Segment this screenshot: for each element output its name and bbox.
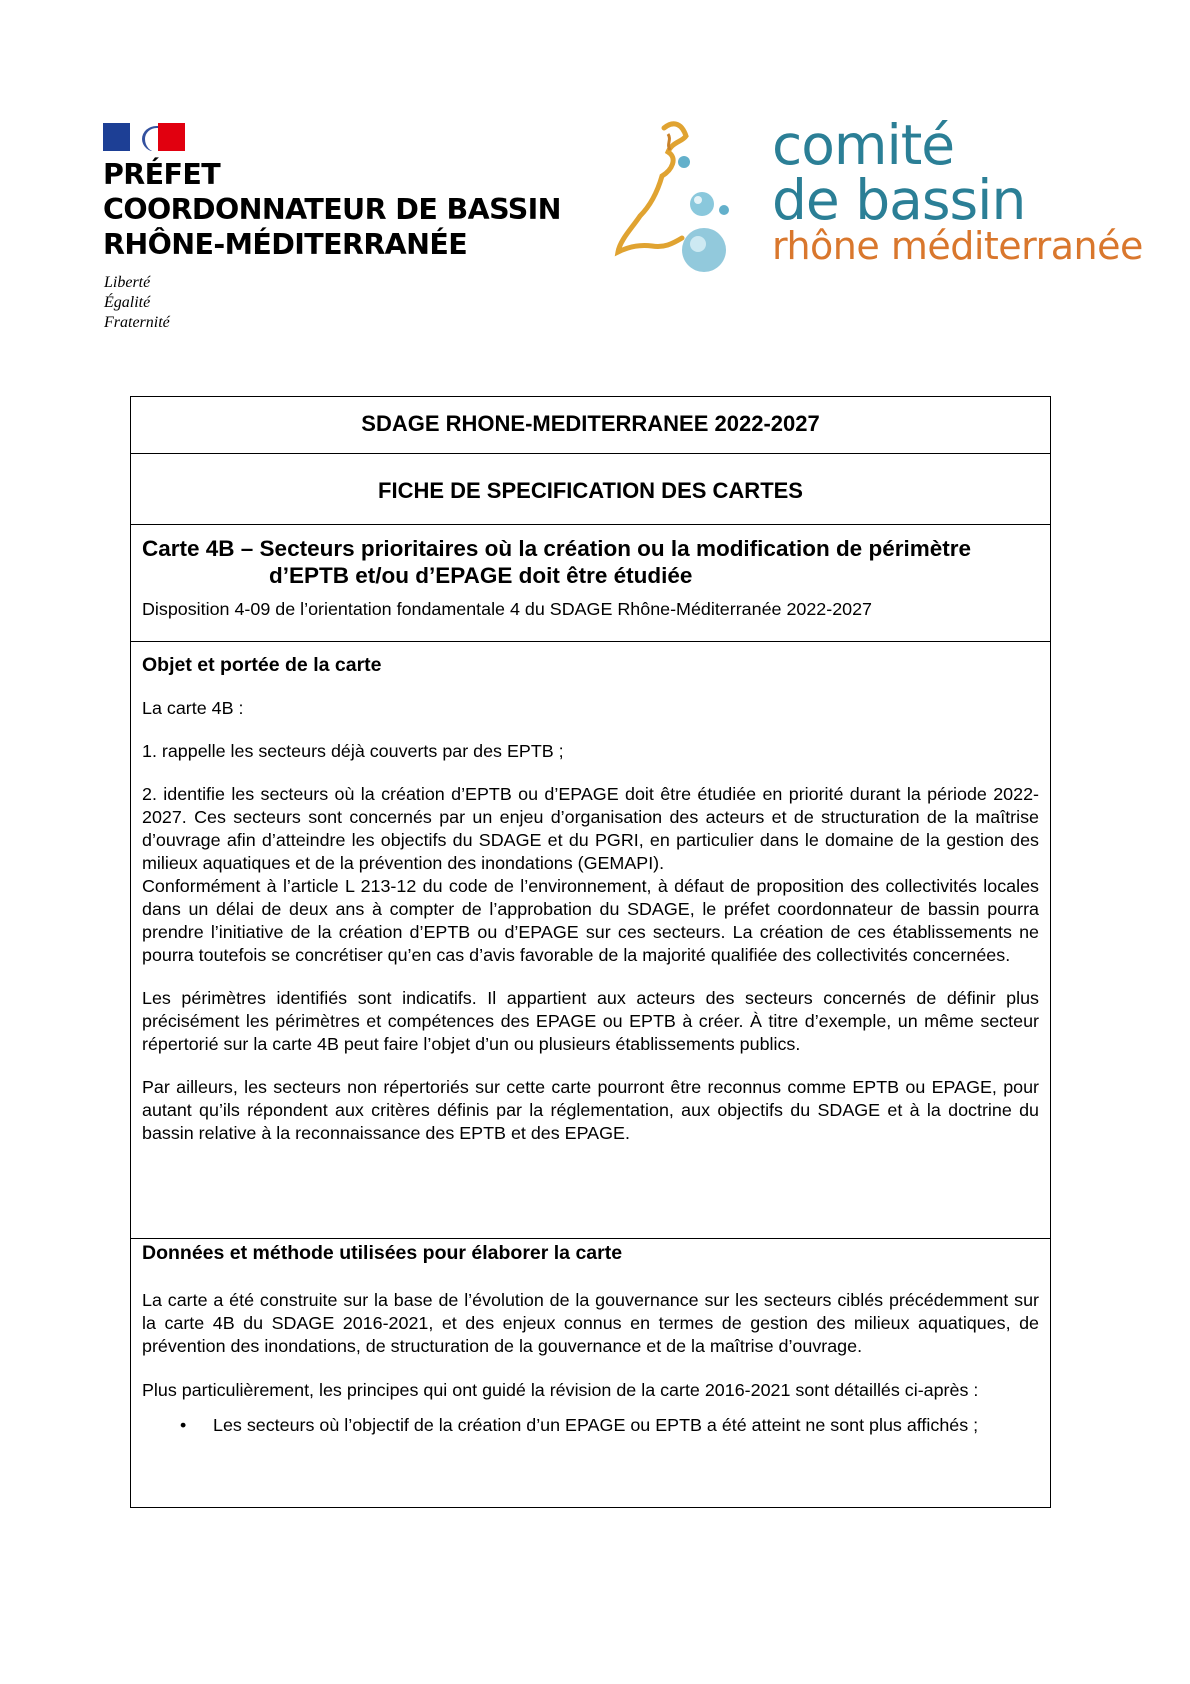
- bullet-list: [142, 1414, 1039, 1437]
- paragraph: Par ailleurs, les secteurs non répertoriés sur cette carte pourront être reconnus comme EPTB ou EPAGE, pour autant qu’ils répondent aux critères définis par la réglementation, aux objectifs du SDAGE et à la doctrine du bassin relative à la reconnaissance des EPTB et des EPAGE.: [142, 1077, 1039, 1143]
- carte-title-row: [131, 525, 1050, 642]
- paragraph: 1. rappelle les secteurs déjà couverts par des EPTB ;: [142, 741, 564, 761]
- section-heading: Données et méthode utilisées pour élaborer la carte: [142, 1242, 623, 1264]
- doc-subtitle-row: [131, 454, 1050, 525]
- paragraph: Les périmètres identifiés sont indicatifs. Il appartient aux acteurs des secteurs concernés de définir plus précisément les périmètres et compétences des EPAGE ou EPTB à créer. À titre d’exemple, un même secteur répertorié sur la carte 4B peut faire l’objet d’un ou plusieurs établissements publics.: [142, 988, 1039, 1054]
- paragraph: Conformément à l’article L 213-12 du code de l’environnement, à défaut de proposition des collectivités locales dans un délai de deux ans à compter de l’approbation du SDAGE, le préfet coordonnateur de bassin pourra prendre l’initiative de la création d’EPTB ou d’EPAGE sur ces secteurs. La création de ces établissements ne pourra toutefois se concrétiser qu’en cas d’avis favorable de la majorité qualifiée des collectivités concernées.: [142, 876, 1039, 965]
- paragraph: Plus particulièrement, les principes qui ont guidé la révision de la carte 2016-2021 sont détaillés ci-après :: [142, 1380, 979, 1400]
- marianne-profile-icon: [142, 126, 158, 151]
- basin-outline-icon: [618, 124, 686, 252]
- disposition-reference: Disposition 4-09 de l’orientation fondamentale 4 du SDAGE Rhône-Méditerranée 2022-2027: [142, 599, 872, 619]
- paragraph: 2. identifie les secteurs où la création d’EPTB ou d’EPAGE doit être étudiée en priorité durant la période 2022-2027. Ces secteurs sont concernés par un enjeu d’organisation des acteurs et de structuration de la maîtrise d’ouvrage afin d’atteindre les objectifs du SDAGE et du PGRI, en particulier dans le domaine de la gestion des milieux aquatiques et de la prévention des inondations (GEMAPI).: [142, 784, 1039, 873]
- comite-de-bassin-logo-text: comité de bassin rhône méditerranée: [772, 113, 1143, 268]
- list-item: • Les secteurs où l’objectif de la création d’un EPAGE ou EPTB a été atteint ne sont plus affichés ;: [180, 1415, 979, 1435]
- water-drop-icon: [682, 228, 726, 272]
- section-donnees-methode: [131, 1239, 1050, 1507]
- carte-title: Carte 4B – Secteurs prioritaires où la création ou la modification de périmètre d’EPTB et/ou d’EPAGE doit être étudiée: [142, 536, 971, 588]
- french-flag-logo: [103, 123, 185, 151]
- section-objet-portee: [131, 642, 1050, 1239]
- paragraph: La carte a été construite sur la base de l’évolution de la gouvernance sur les secteurs ciblés précédemment sur la carte 4B du SDAGE 2016-2021, et des enjeux connus en termes de gestion des milieux aquatiques, de prévention des inondations, de structuration de la gouvernance et de la maîtrise d’ouvrage.: [142, 1290, 1039, 1356]
- bullet-icon: •: [180, 1415, 187, 1435]
- republique-francaise-block: [103, 123, 561, 331]
- doc-subtitle: FICHE DE SPECIFICATION DES CARTES: [378, 478, 803, 503]
- prefet-title: PRÉFET COORDONNATEUR DE BASSIN RHÔNE-MÉDITERRANÉE: [103, 158, 561, 261]
- paragraph: La carte 4B :: [142, 698, 244, 718]
- doc-title-row: [131, 397, 1050, 454]
- republic-motto: Liberté Égalité Fraternité: [104, 274, 170, 331]
- doc-title: SDAGE RHONE-MEDITERRANEE 2022-2027: [361, 411, 820, 436]
- section-heading: Objet et portée de la carte: [142, 654, 382, 676]
- specification-table: [130, 396, 1051, 1508]
